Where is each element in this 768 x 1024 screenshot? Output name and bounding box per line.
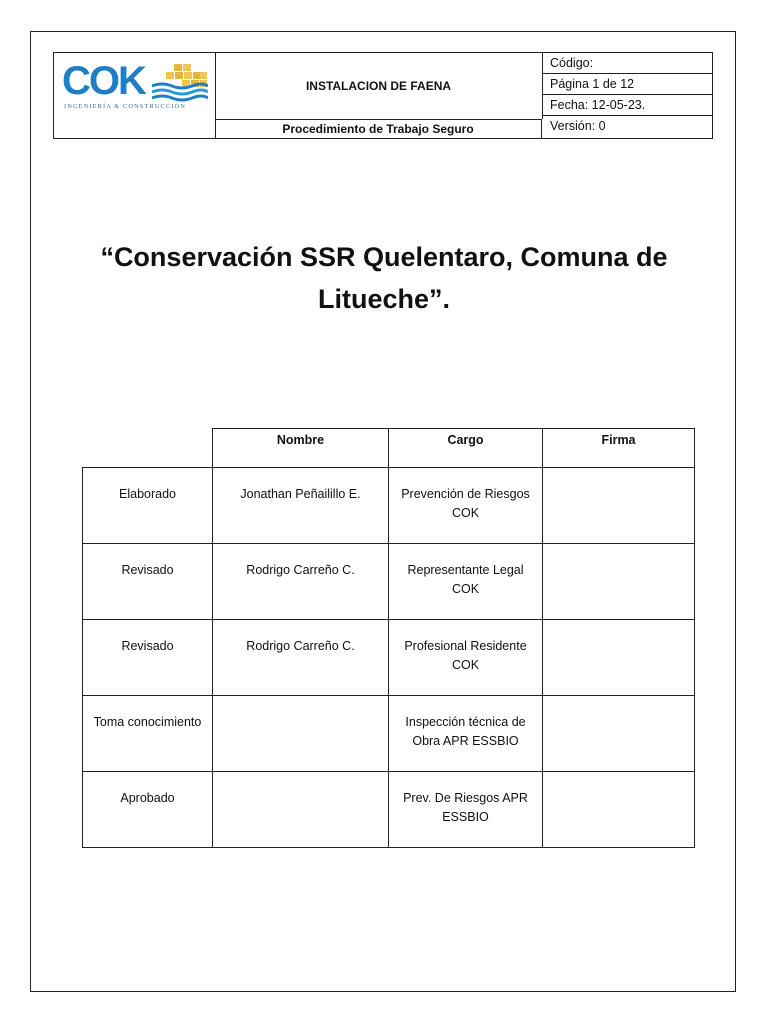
nombre-cell — [213, 772, 389, 848]
nombre-cell — [213, 696, 389, 772]
cargo-cell: Prev. De Riesgos APR ESSBIO — [389, 772, 543, 848]
firma-cell — [543, 620, 695, 696]
nombre-cell: Rodrigo Carreño C. — [213, 620, 389, 696]
role-cell: Revisado — [83, 544, 213, 620]
document-title: INSTALACION DE FAENA — [215, 53, 543, 119]
header-blank-cell — [83, 429, 213, 468]
cargo-cell: Prevención de Riesgos COK — [389, 468, 543, 544]
table-header-row — [83, 429, 695, 468]
firma-cell — [543, 544, 695, 620]
role-cell: Toma conocimiento — [83, 696, 213, 772]
firma-cell — [543, 468, 695, 544]
header-firma: Firma — [543, 429, 695, 468]
cargo-cell: Inspección técnica de Obra APR ESSBIO — [389, 696, 543, 772]
table-row — [83, 772, 695, 848]
logo-text: COK — [62, 59, 145, 103]
logo-blocks-icon — [152, 62, 208, 102]
header-nombre: Nombre — [213, 429, 389, 468]
logo-subtitle: INGENIERÍA & CONSTRUCCIÓN — [64, 103, 186, 110]
role-cell: Elaborado — [83, 468, 213, 544]
signature-table — [82, 428, 695, 848]
version-field: Versión: 0 — [550, 119, 606, 133]
date-field: Fecha: 12-05-23. — [542, 95, 712, 116]
table-row — [83, 620, 695, 696]
title-line-2: Litueche”. — [317, 284, 451, 314]
role-cell: Aprobado — [83, 772, 213, 848]
firma-cell — [543, 696, 695, 772]
document-header — [53, 52, 713, 139]
document-meta — [542, 53, 712, 138]
cargo-cell: Profesional Residente COK — [389, 620, 543, 696]
firma-cell — [543, 772, 695, 848]
header-cargo: Cargo — [389, 429, 543, 468]
page-title — [60, 236, 708, 320]
table-row — [83, 468, 695, 544]
nombre-cell: Jonathan Peñailillo E. — [213, 468, 389, 544]
role-cell: Revisado — [83, 620, 213, 696]
nombre-cell: Rodrigo Carreño C. — [213, 544, 389, 620]
page-number: Página 1 de 12 — [542, 74, 712, 95]
table-row — [83, 544, 695, 620]
cargo-cell: Representante Legal COK — [389, 544, 543, 620]
title-line-1: “Conservación SSR Quelentaro, Comuna de — [100, 242, 668, 272]
codigo-field: Código: — [542, 53, 712, 74]
company-logo — [54, 53, 216, 138]
table-row — [83, 696, 695, 772]
document-subtitle: Procedimiento de Trabajo Seguro — [215, 119, 542, 138]
